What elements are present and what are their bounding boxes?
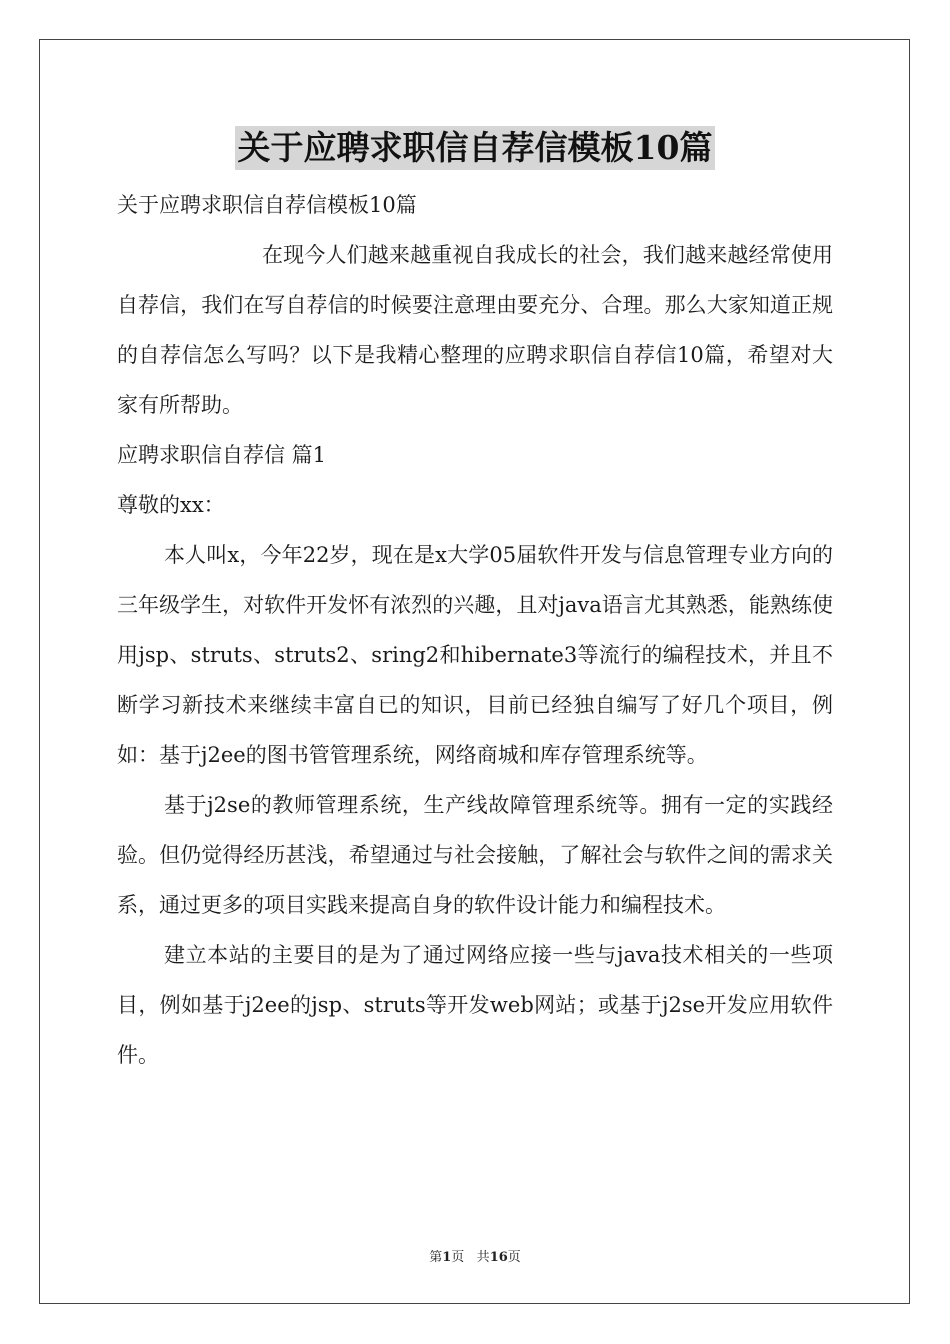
salutation: 尊敬的xx： [117, 493, 225, 517]
footer-total-pages: 16 [489, 1250, 508, 1265]
page-footer [0, 1246, 950, 1265]
footer-page-number: 1 [442, 1250, 452, 1265]
footer-total-suffix: 页 [507, 1250, 521, 1265]
document-body [117, 180, 833, 1080]
title-container [0, 126, 950, 170]
intro-paragraph: 在现今人们越来越重视自我成长的社会，我们越来越经常使用自荐信，我们在写自荐信的时候要注意理由要充分、合理。那么大家知道正规的自荐信怎么写吗？以下是我精心整理的应聘求职信自荐信10篇，希望对大家有所帮助。 [117, 243, 833, 417]
body-paragraph-1: 本人叫x，今年22岁，现在是x大学05届软件开发与信息管理专业方向的三年级学生，对软件开发怀有浓烈的兴趣，且对java语言尤其熟悉，能熟练使用jsp、struts、struts2、sring2和hibernate3等流行的编程技术，并且不断学习新技术来继续丰富自已的知识，目前已经独自编写了好几个项目，例如：基于j2ee的图书管管理系统，网络商城和库存管理系统等。 [117, 543, 833, 767]
body-paragraph-3: 建立本站的主要目的是为了通过网络应接一些与java技术相关的一些项目，例如基于j2ee的jsp、struts等开发web网站；或基于j2se开发应用软件件。 [117, 943, 833, 1067]
section-heading: 应聘求职信自荐信 篇1 [117, 443, 327, 467]
document-subtitle: 关于应聘求职信自荐信模板10篇 [117, 193, 417, 217]
footer-total-prefix: 共 [476, 1250, 490, 1265]
footer-page-suffix: 页 [451, 1250, 465, 1265]
document-title: 关于应聘求职信自荐信模板10篇 [235, 126, 716, 170]
footer-prefix: 第 [429, 1250, 443, 1265]
body-paragraph-2: 基于j2se的教师管理系统，生产线故障管理系统等。拥有一定的实践经验。但仍觉得经历甚浅，希望通过与社会接触，了解社会与软件之间的需求关系，通过更多的项目实践来提高自身的软件设计能力和编程技术。 [117, 793, 833, 917]
